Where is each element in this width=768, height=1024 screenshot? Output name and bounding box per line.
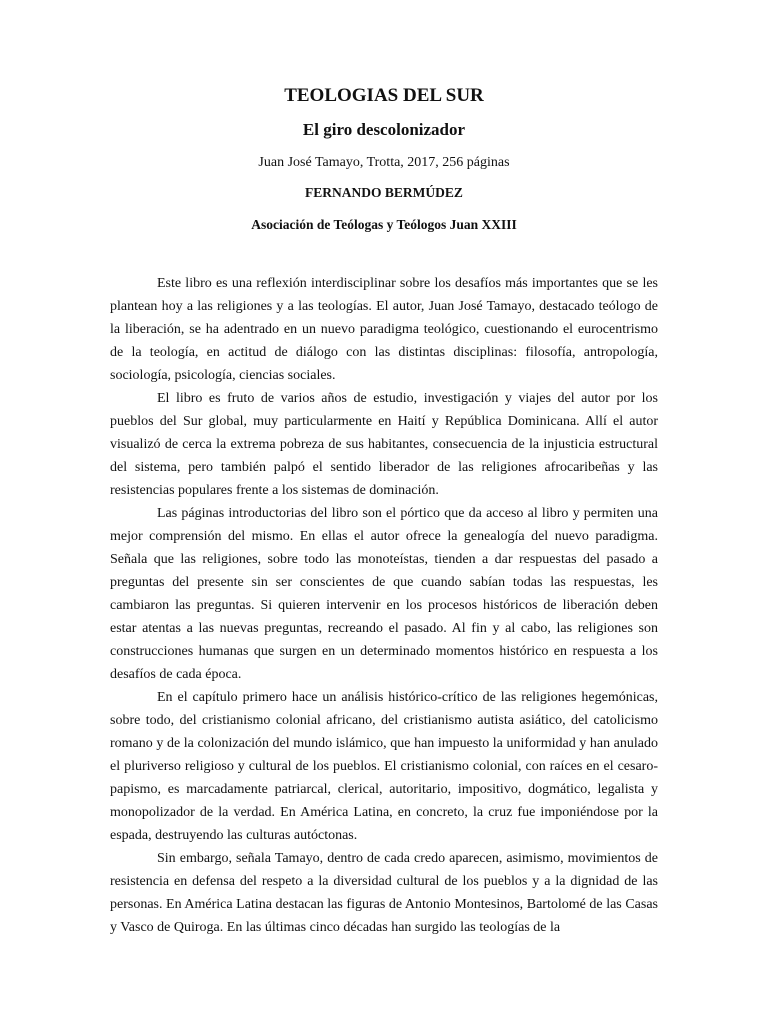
document-header: [0, 84, 768, 235]
document-title: TEOLOGIAS DEL SUR: [284, 85, 484, 106]
author-affiliation: Asociación de Teólogas y Teólogos Juan XXIII: [251, 217, 517, 232]
paragraph: Las páginas introductorias del libro son el pórtico que da acceso al libro y permiten una mejor comprensión del mismo. En ellas el autor ofrece la genealogía del nuevo paradigma. Señala que las religiones, sobre todo las monoteístas, tienden a dar respuestas del pasado a preguntas del presente sin ser conscientes de que cuando sabían todas las respuestas, les cambiaron las preguntas. Si quieren intervenir en los procesos históricos de liberación deben estar atentas a las nuevas preguntas, recreando el pasado. Al fin y al cabo, las religiones son construcciones humanas que surgen en un determinado momentos histórico en respuesta a los desafíos de cada época.: [110, 506, 658, 682]
paragraph: Sin embargo, señala Tamayo, dentro de cada credo aparecen, asimismo, movimientos de resistencia en defensa del respeto a la diversidad cultural de los pueblos y a la dignidad de las personas. En América Latina destacan las figuras de Antonio Montesinos, Bartolomé de las Casas y Vasco de Quiroga. En las últimas cinco décadas han surgido las teologías de la: [110, 851, 658, 935]
document-body: [110, 272, 658, 939]
paragraph: El libro es fruto de varios años de estudio, investigación y viajes del autor por los pueblos del Sur global, muy particularmente en Haití y República Dominicana. Allí el autor visualizó de cerca la extrema pobreza de sus habitantes, consecuencia de la injusticia estructural del sistema, pero también palpó el sentido liberador de las religiones afrocaribeñas y las resistencias populares frente a los sistemas de dominación.: [110, 391, 658, 498]
review-author: FERNANDO BERMÚDEZ: [305, 185, 463, 200]
document-subtitle: El giro descolonizador: [302, 120, 466, 139]
paragraph: En el capítulo primero hace un análisis histórico-crítico de las religiones hegemónicas, sobre todo, del cristianismo colonial africano, del cristianismo autista asiático, del catolicismo romano y de la colonización del mundo islámico, que han impuesto la uniformidad y han anulado el pluriverso religioso y cultural de los pueblos. El cristianismo colonial, con raíces en el cesaro-papismo, es marcadamente patriarcal, clerical, autoritario, impositivo, dogmático, legalista y monopolizador de la verdad. En América Latina, en concreto, la cruz fue imponiéndose por la espada, destruyendo las culturas autóctonas.: [110, 690, 658, 843]
book-citation: Juan José Tamayo, Trotta, 2017, 256 páginas: [258, 155, 510, 170]
paragraph: Este libro es una reflexión interdisciplinar sobre los desafíos más importantes que se les plantean hoy a las religiones y a las teologías. El autor, Juan José Tamayo, destacado teólogo de la liberación, se ha adentrado en un nuevo paradigma teológico, cuestionando el eurocentrismo de la teología, en actitud de diálogo con las distintas disciplinas: filosofía, antropología, sociología, psicología, ciencias sociales.: [110, 276, 658, 383]
